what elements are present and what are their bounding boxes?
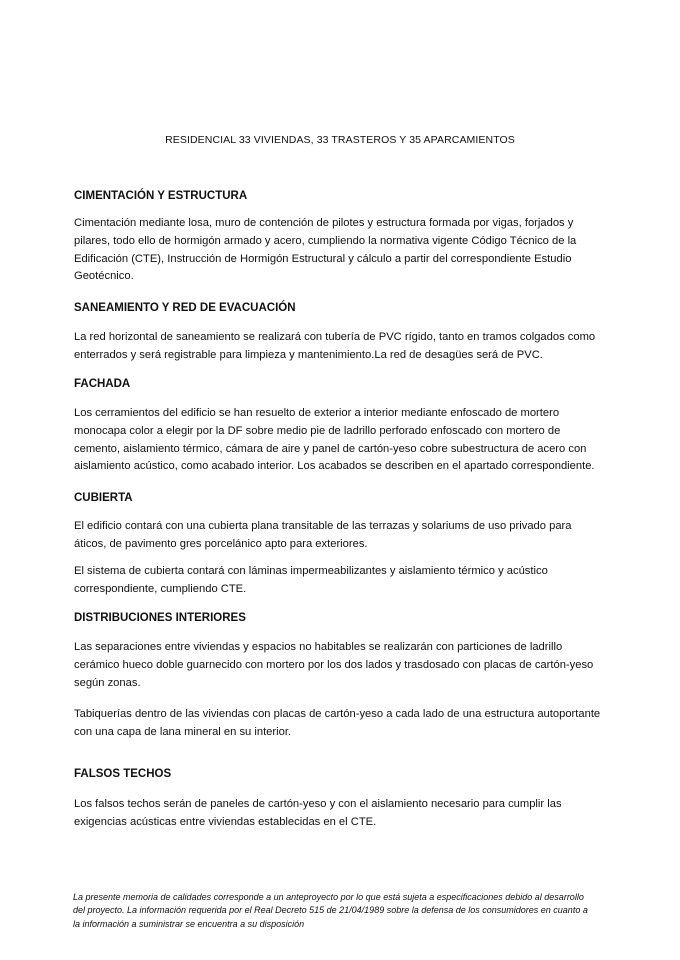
text-line: El sistema de cubierta contará con láminas impermeabilizantes y aislamiento térmico y acústico — [74, 565, 548, 577]
text-line: La red horizontal de saneamiento se realizará con tubería de PVC rígido, tanto en tramos colgados como — [74, 331, 596, 343]
section-heading-cubierta: CUBIERTA — [74, 492, 133, 504]
paragraph-distribuciones-1 — [74, 639, 618, 692]
section-heading-distribuciones: DISTRIBUCIONES INTERIORES — [74, 612, 246, 624]
footer-line: del proyecto. La información requerida por el Real Decreto 515 de 21/04/1989 sobre la defensa de los consumidores en cuanto a — [73, 905, 588, 916]
text-line: Edificación (CTE), Instrucción de Hormigón Estructural y cálculo a partir del correspondiente Estudio — [74, 252, 572, 265]
text-line: con una capa de lana mineral en su interior. — [74, 725, 292, 738]
text-line: Geotécnico. — [74, 270, 134, 283]
paragraph-falsos-techos — [74, 796, 618, 832]
text-line: pilares, todo ello de hormigón armado y acero, cumpliendo la normativa vigente Código Técnico de la — [74, 234, 577, 247]
text-line: Los cerramientos del edificio se han resuelto de exterior a interior mediante enfoscado de mortero — [74, 407, 560, 419]
footer-line: La presente memoria de calidades corresponde a un anteproyecto por lo que está sujeta a especificaciones debido al desarrollo — [73, 892, 584, 902]
text-line: exigencias acústicas entre viviendas establecidas en el CTE. — [74, 815, 377, 828]
paragraph-distribuciones-2 — [74, 706, 618, 742]
text-line: enterrados y será registrable para limpieza y mantenimiento.La red de desagües será de PVC. — [74, 348, 543, 361]
text-line: Los falsos techos serán de paneles de cartón-yeso y con el aislamiento necesario para cumplir las — [74, 798, 562, 810]
text-line: cemento, aislamiento térmico, cámara de aire y panel de cartón-yeso cobre subestructura de acero con — [74, 442, 587, 455]
text-line: aislamiento acústico, como acabado interior. Los acabados se describen en el apartado correspondiente. — [74, 460, 595, 473]
section-heading-saneamiento: SANEAMIENTO Y RED DE EVACUACIÓN — [74, 302, 296, 314]
text-line: correspondiente, cumpliendo CTE. — [74, 582, 247, 595]
paragraph-fachada — [74, 405, 618, 476]
text-line: áticos, de pavimento gres porcelánico apto para exteriores. — [74, 537, 368, 550]
paragraph-cimentacion — [74, 215, 618, 286]
text-line: Cimentación mediante losa, muro de contención de pilotes y estructura formada por vigas, forjados y — [74, 217, 574, 229]
section-heading-falsos-techos: FALSOS TECHOS — [74, 768, 172, 780]
document-title: RESIDENCIAL 33 VIVIENDAS, 33 TRASTEROS Y 35 APARCAMIENTOS — [165, 134, 515, 146]
text-line: Las separaciones entre viviendas y espacios no habitables se realizarán con particiones de ladrillo — [74, 641, 563, 653]
paragraph-cubierta-2 — [74, 563, 618, 599]
text-line: Tabiquerías dentro de las viviendas con placas de cartón-yeso a cada lado de una estructura autoportante — [74, 708, 601, 720]
footer-line: la información a suministrar se encuentra a su disposición — [73, 918, 305, 929]
footer-disclaimer — [73, 891, 623, 931]
paragraph-cubierta-1 — [74, 518, 618, 554]
text-line: El edificio contará con una cubierta plana transitable de las terrazas y solariums de uso privado para — [74, 520, 572, 532]
section-heading-fachada: FACHADA — [74, 378, 131, 390]
text-line: monocapa color a elegir por la DF sobre medio pie de ladrillo perforado enfoscado con mortero de — [74, 424, 561, 437]
text-line: cerámico hueco doble guarnecido con mortero por los dos lados y trasdosado con placas de cartón-yeso — [74, 658, 594, 671]
section-heading-cimentacion: CIMENTACIÓN Y ESTRUCTURA — [74, 190, 248, 202]
paragraph-saneamiento — [74, 329, 618, 365]
text-line: según zonas. — [74, 676, 141, 689]
